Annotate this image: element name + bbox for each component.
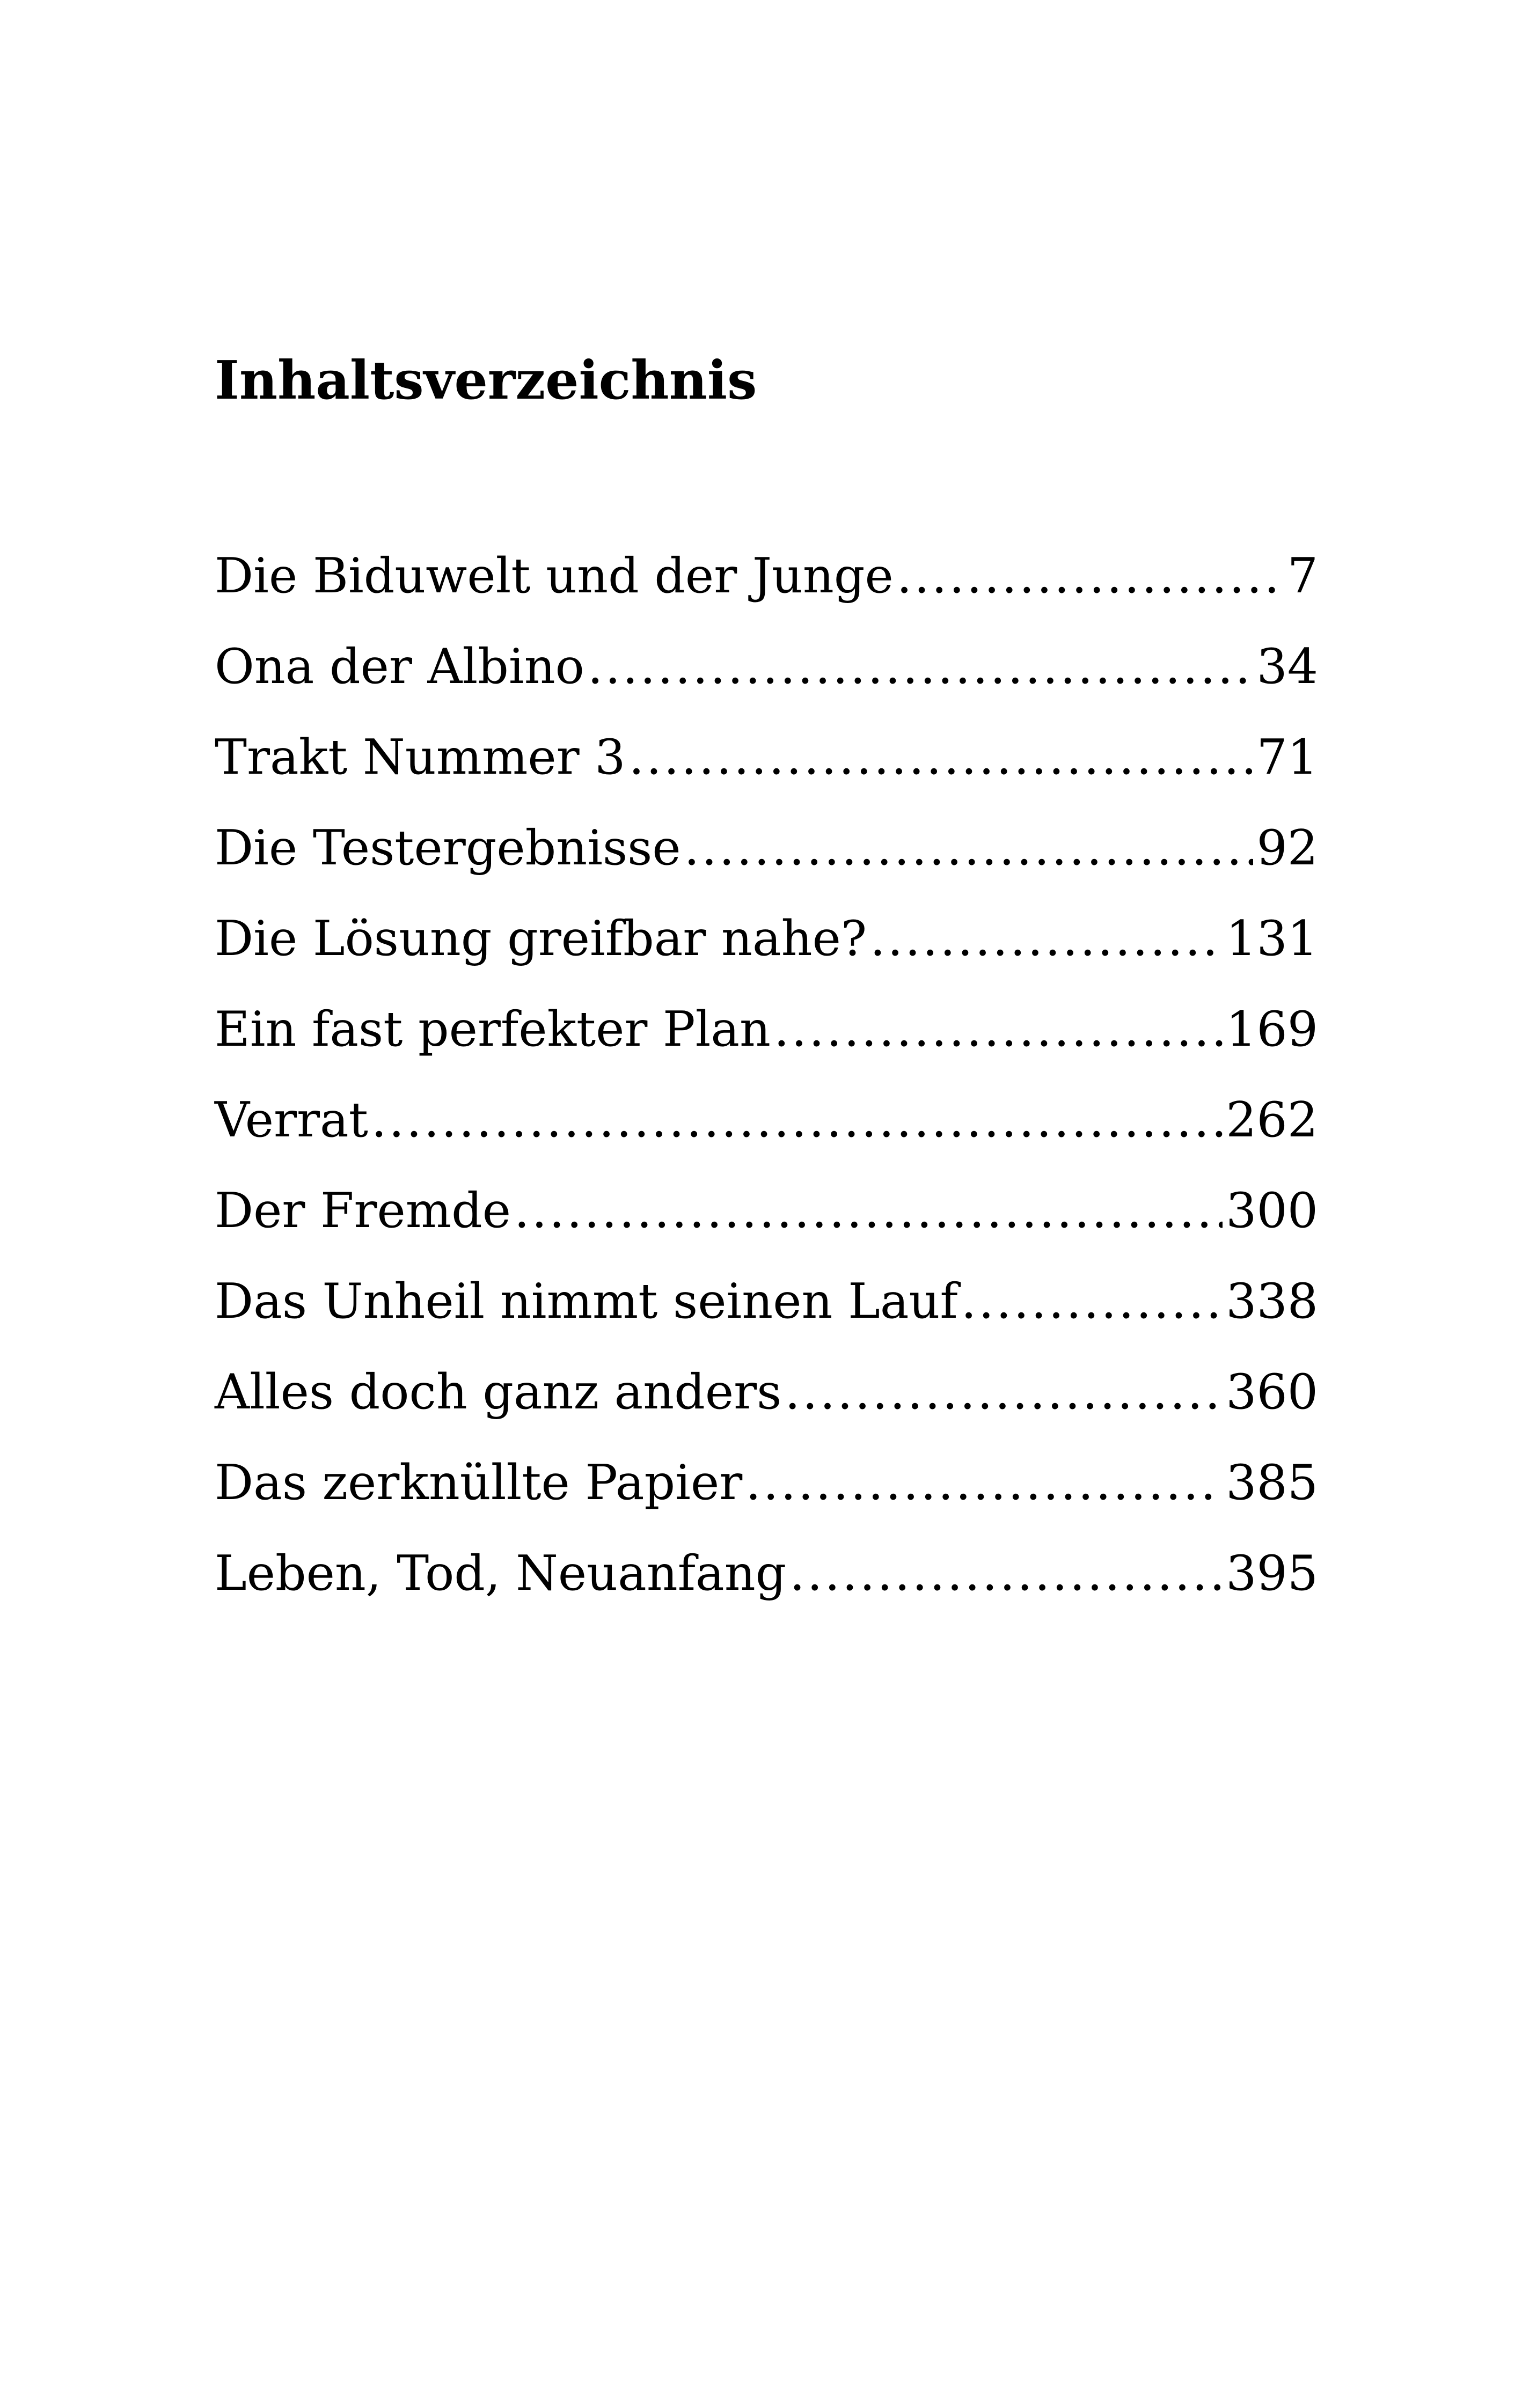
- toc-page-number: 262: [1226, 1092, 1318, 1148]
- toc-entry-title: Die Lösung greifbar nahe?: [215, 911, 867, 967]
- toc-page-number: 169: [1226, 1001, 1318, 1058]
- toc-page-number: 395: [1226, 1545, 1318, 1602]
- toc-page-number: 34: [1256, 638, 1318, 695]
- toc-entry: [215, 1083, 1318, 1173]
- toc-page-number: 385: [1226, 1455, 1318, 1511]
- toc-dot-leader: [870, 901, 1223, 977]
- toc-dot-leader: [961, 1264, 1223, 1339]
- toc-entry-title: Ein fast perfekter Plan: [215, 1001, 771, 1058]
- toc-entry: [215, 1173, 1318, 1264]
- toc-entry-title: Das Unheil nimmt seinen Lauf: [215, 1273, 958, 1330]
- toc-dot-leader: [785, 1355, 1223, 1430]
- toc-entry: [215, 992, 1318, 1083]
- toc-entry: [215, 1536, 1318, 1627]
- toc-page-number: 338: [1226, 1273, 1318, 1330]
- toc-entry-title: Die Testergebnisse: [215, 820, 681, 876]
- toc-entry: [215, 629, 1318, 720]
- toc-entry-title: Alles doch ganz anders: [215, 1364, 782, 1420]
- toc-page-number: 300: [1226, 1183, 1318, 1239]
- toc-dot-leader: [684, 811, 1254, 886]
- toc-entry: [215, 720, 1318, 811]
- toc-dot-leader: [629, 720, 1254, 795]
- toc-entry-title: Trakt Nummer 3: [215, 729, 626, 785]
- toc-dot-leader: [789, 1536, 1223, 1611]
- toc-page-number: 360: [1226, 1364, 1318, 1420]
- toc-entry-title: Das zerknüllte Papier: [215, 1455, 743, 1511]
- toc-dot-leader: [588, 629, 1254, 704]
- toc-dot-leader: [514, 1173, 1223, 1249]
- toc-entry-title: Der Fremde: [215, 1183, 511, 1239]
- toc-entry: [215, 1264, 1318, 1355]
- toc-page-number: 92: [1256, 820, 1318, 876]
- toc-dot-leader: [745, 1445, 1223, 1521]
- toc-entry-title: Leben, Tod, Neuanfang: [215, 1545, 787, 1602]
- toc-dot-leader: [897, 539, 1284, 614]
- toc-page-number: 71: [1256, 729, 1318, 785]
- toc-page-number: 131: [1226, 911, 1318, 967]
- toc-entry: [215, 1355, 1318, 1445]
- toc-page-number: 7: [1287, 548, 1318, 604]
- toc-dot-leader: [774, 992, 1223, 1067]
- toc-entry-title: Die Biduwelt und der Junge: [215, 548, 894, 604]
- toc-entry: [215, 1445, 1318, 1536]
- toc-entry: [215, 811, 1318, 901]
- toc-dot-leader: [371, 1083, 1223, 1158]
- table-of-contents: [215, 539, 1318, 1627]
- toc-entry: [215, 539, 1318, 629]
- toc-entry: [215, 901, 1318, 992]
- page-title: Inhaltsverzeichnis: [215, 350, 757, 412]
- toc-entry-title: Ona der Albino: [215, 638, 584, 695]
- toc-entry-title: Verrat: [215, 1092, 368, 1148]
